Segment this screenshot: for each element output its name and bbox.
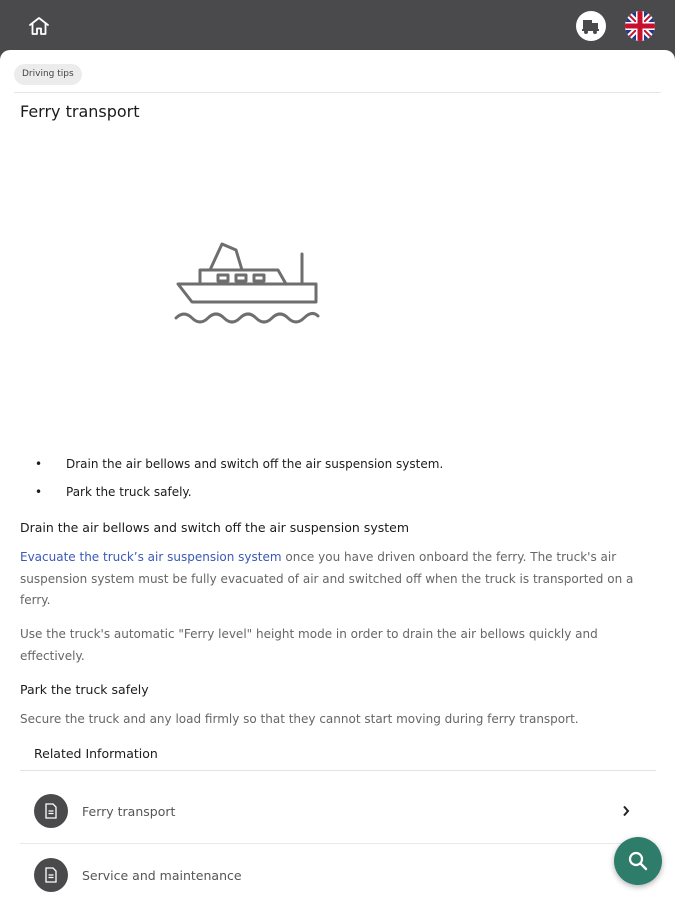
section-heading-drain: Drain the air bellows and switch off the air suspension system <box>20 520 410 535</box>
content-sheet <box>0 50 675 900</box>
ferry-icon <box>170 238 322 328</box>
home-button[interactable] <box>24 12 54 40</box>
paragraph-evacuate <box>20 547 660 612</box>
truck-icon <box>581 17 601 35</box>
search-icon <box>628 851 648 871</box>
section-heading-park: Park the truck safely <box>20 682 149 697</box>
language-button[interactable] <box>625 11 655 41</box>
document-icon <box>34 858 68 892</box>
document-icon <box>34 794 68 828</box>
related-item-label: Service and maintenance <box>82 867 242 883</box>
breadcrumb-chip[interactable]: Driving tips <box>14 64 82 85</box>
top-bar <box>0 0 675 50</box>
divider <box>20 770 656 771</box>
home-icon <box>28 16 50 36</box>
paragraph-text: once you have driven onboard the ferry. The truck's air suspension system must be fully evacuated of air and switched off when the truck is transported on a ferry. <box>20 550 634 607</box>
uk-flag-icon <box>625 11 655 41</box>
truck-button[interactable] <box>576 11 606 41</box>
related-information-title: Related Information <box>34 746 158 761</box>
paragraph-secure: Secure the truck and any load firmly so that they cannot start moving during ferry transport. <box>20 712 579 726</box>
page-title: Ferry transport <box>20 102 140 121</box>
related-item-ferry-transport[interactable] <box>20 779 656 843</box>
related-item-label: Ferry transport <box>82 803 176 819</box>
evacuate-link[interactable]: Evacuate the truck’s air suspension system <box>20 550 282 564</box>
list-item: • Drain the air bellows and switch off the air suspension system. <box>35 456 443 472</box>
related-item-service-maintenance[interactable] <box>20 843 656 900</box>
bullet-list <box>35 456 443 512</box>
list-item: • Park the truck safely. <box>35 484 443 500</box>
divider <box>14 92 661 93</box>
paragraph-ferry-level: Use the truck's automatic "Ferry level" height mode in order to drain the air bellows quickly and effectively. <box>20 627 598 663</box>
search-button[interactable] <box>614 837 662 885</box>
chevron-right-icon <box>616 805 636 817</box>
